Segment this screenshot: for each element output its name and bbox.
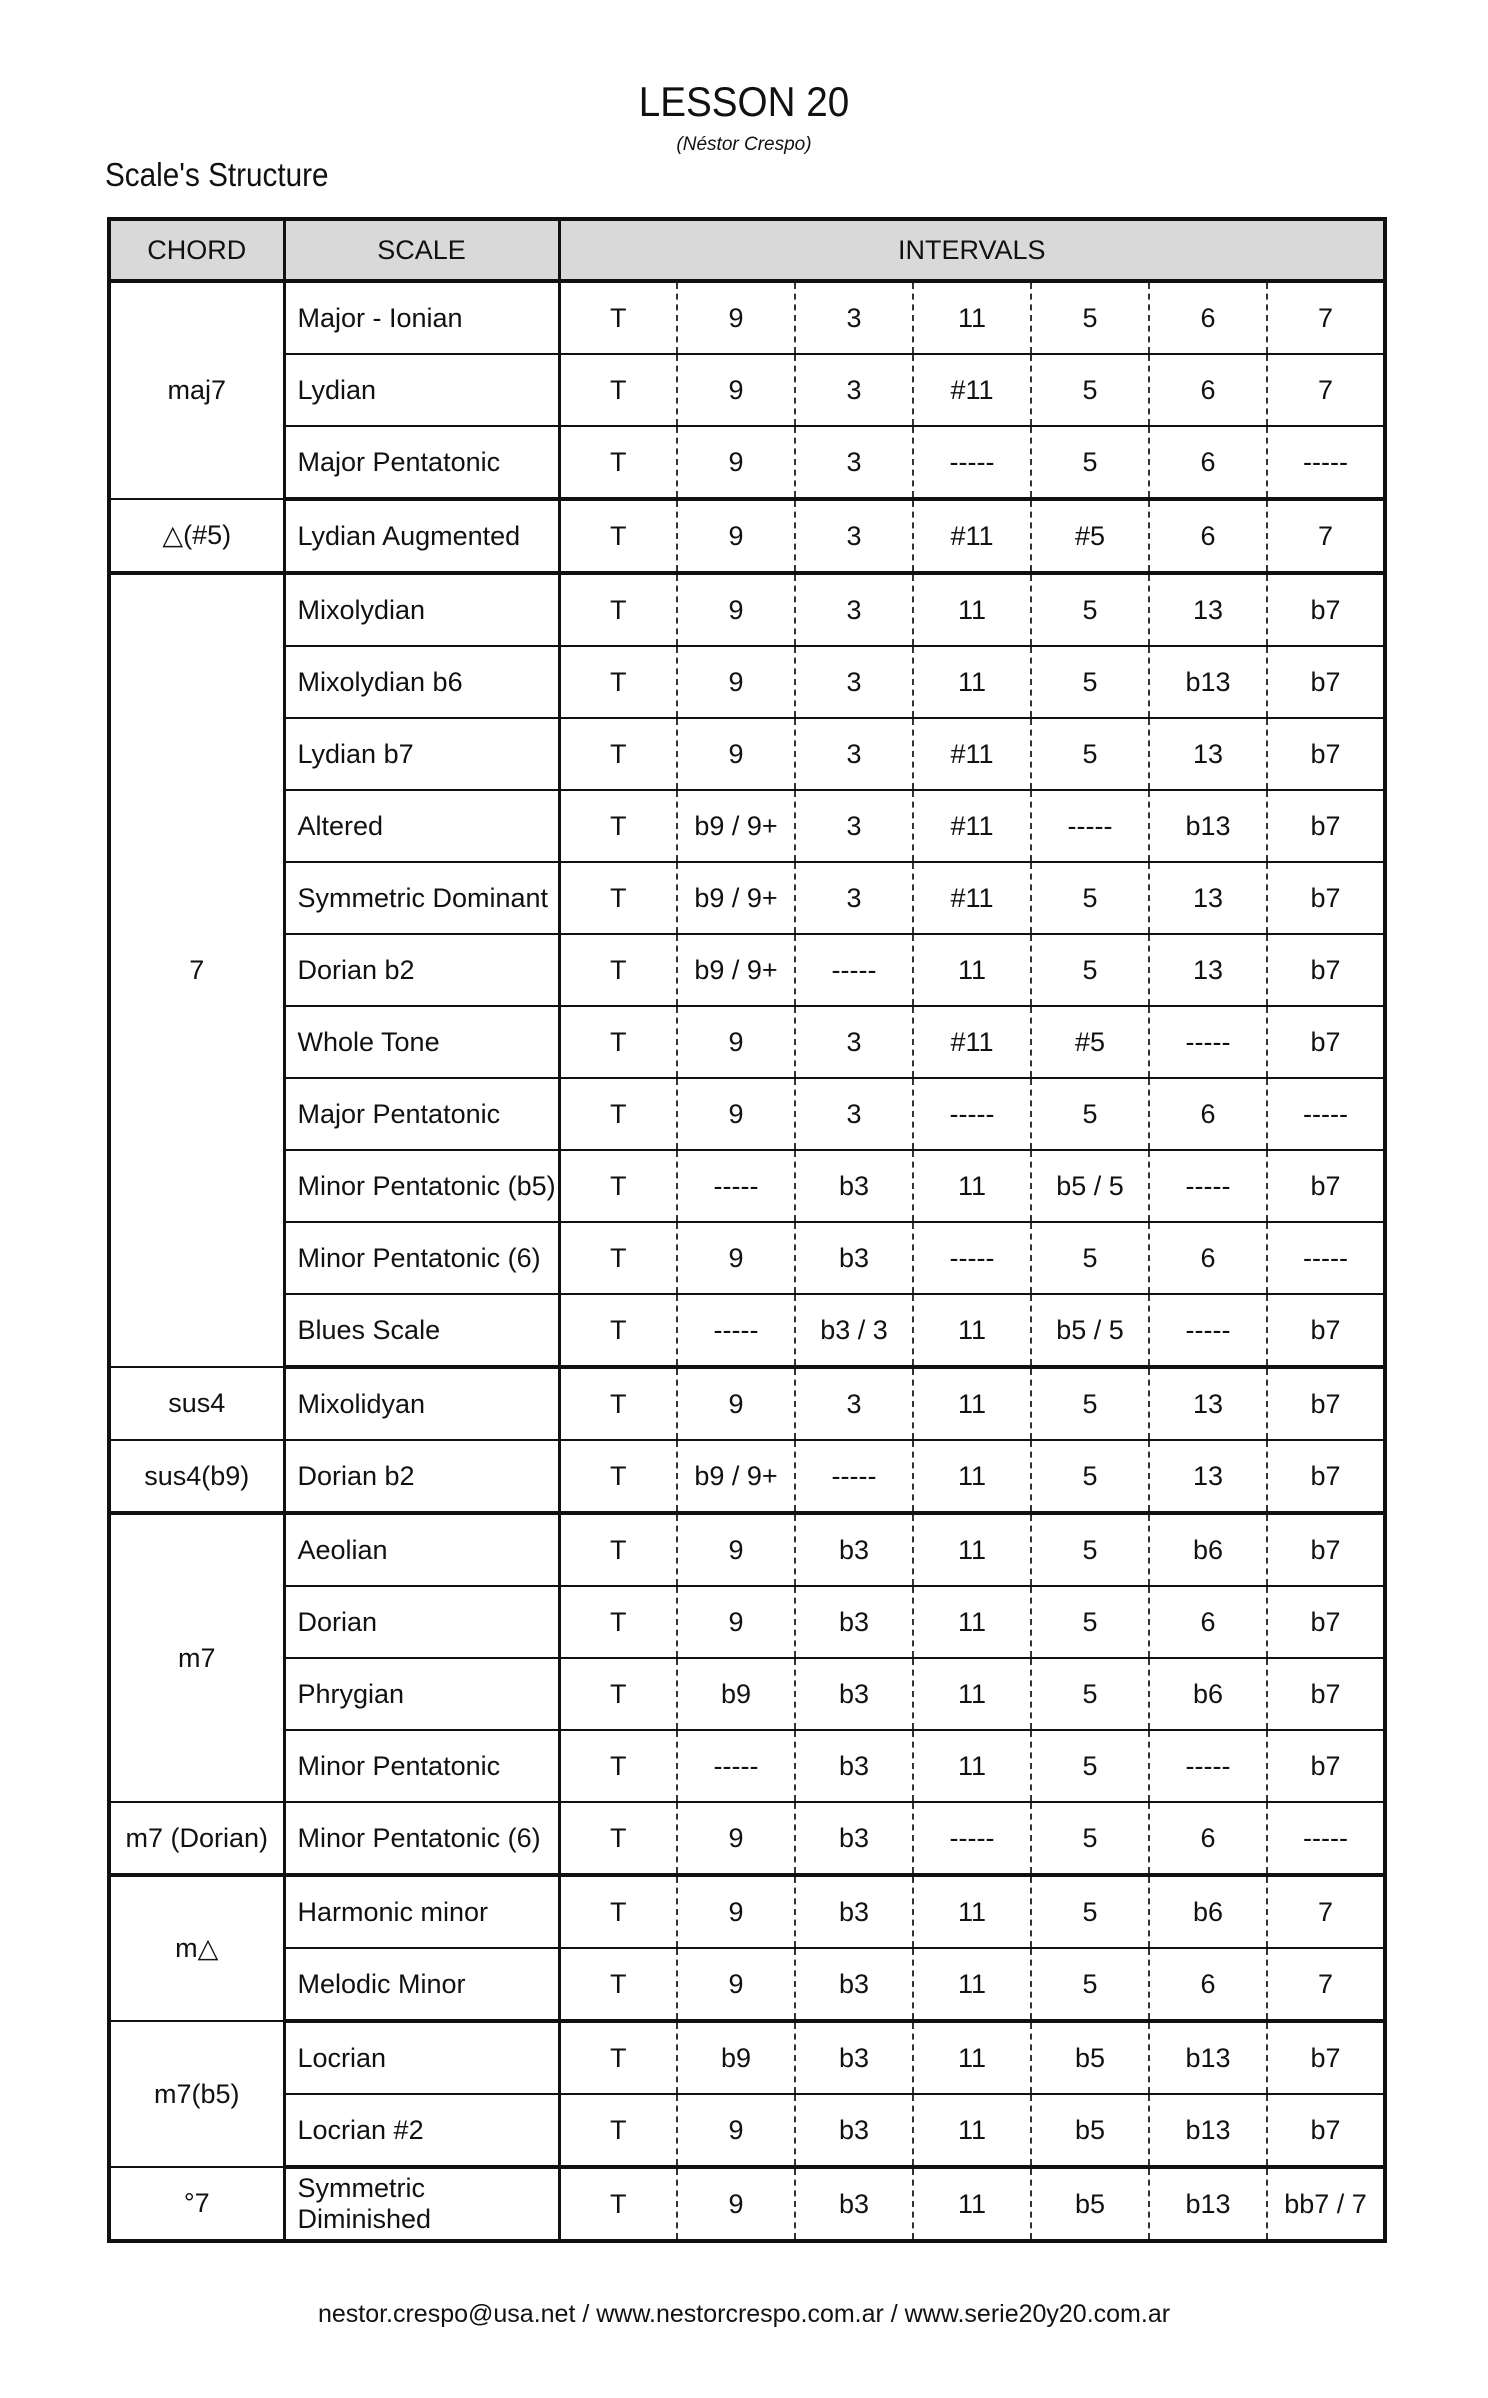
interval-cell: b5 (1031, 2167, 1149, 2241)
interval-cell: 5 (1031, 1948, 1149, 2021)
interval-cell: T (559, 426, 677, 499)
interval-cell: 13 (1149, 573, 1267, 646)
table-row (109, 862, 1385, 934)
interval-cell: 9 (677, 646, 795, 718)
table-row (109, 499, 1385, 573)
interval-cell: 9 (677, 281, 795, 354)
interval-cell: 5 (1031, 1222, 1149, 1294)
interval-cell: 6 (1149, 1078, 1267, 1150)
interval-cell: 11 (913, 1440, 1031, 1513)
interval-cell: b7 (1267, 1513, 1385, 1586)
interval-cell: 5 (1031, 1367, 1149, 1440)
interval-cell: ----- (677, 1730, 795, 1802)
chord-cell: 7 (109, 573, 284, 1367)
interval-cell: T (559, 718, 677, 790)
interval-cell: b5 (1031, 2021, 1149, 2094)
table-row (109, 1222, 1385, 1294)
interval-cell: b13 (1149, 2094, 1267, 2167)
interval-cell: T (559, 2094, 677, 2167)
interval-cell: 6 (1149, 354, 1267, 426)
interval-cell: 5 (1031, 573, 1149, 646)
interval-cell: b3 (795, 2094, 913, 2167)
interval-cell: ----- (1267, 1802, 1385, 1875)
table-body (109, 281, 1385, 2241)
interval-cell: ----- (677, 1294, 795, 1367)
interval-cell: b3 (795, 1658, 913, 1730)
column-header-chord: CHORD (109, 219, 284, 281)
interval-cell: 9 (677, 1875, 795, 1948)
interval-cell: 7 (1267, 281, 1385, 354)
interval-cell: T (559, 1150, 677, 1222)
chord-cell: maj7 (109, 281, 284, 499)
interval-cell: 5 (1031, 646, 1149, 718)
interval-cell: T (559, 1730, 677, 1802)
interval-cell: b3 (795, 1150, 913, 1222)
interval-cell: 9 (677, 1513, 795, 1586)
interval-cell: 9 (677, 1586, 795, 1658)
interval-cell: 3 (795, 1006, 913, 1078)
interval-cell: T (559, 862, 677, 934)
interval-cell: 3 (795, 281, 913, 354)
interval-cell: T (559, 1948, 677, 2021)
scale-name-cell: Major Pentatonic (284, 1078, 559, 1150)
interval-cell: b9 / 9+ (677, 862, 795, 934)
interval-cell: T (559, 2021, 677, 2094)
interval-cell: b7 (1267, 1586, 1385, 1658)
interval-cell: b3 / 3 (795, 1294, 913, 1367)
interval-cell: #11 (913, 718, 1031, 790)
interval-cell: 6 (1149, 1222, 1267, 1294)
chord-cell: m7 (Dorian) (109, 1802, 284, 1875)
table-row (109, 1948, 1385, 2021)
interval-cell: b7 (1267, 934, 1385, 1006)
table-row (109, 1513, 1385, 1586)
scale-name-cell: Locrian (284, 2021, 559, 2094)
table-row (109, 2021, 1385, 2094)
interval-cell: T (559, 934, 677, 1006)
interval-cell: 13 (1149, 1367, 1267, 1440)
interval-cell: 5 (1031, 1513, 1149, 1586)
interval-cell: 11 (913, 2167, 1031, 2241)
interval-cell: 9 (677, 2094, 795, 2167)
interval-cell: b9 / 9+ (677, 1440, 795, 1513)
interval-cell: ----- (1267, 1078, 1385, 1150)
interval-cell: b7 (1267, 862, 1385, 934)
chord-cell: △(#5) (109, 499, 284, 573)
interval-cell: 5 (1031, 1802, 1149, 1875)
chord-cell: m7 (109, 1513, 284, 1802)
table-row (109, 1150, 1385, 1222)
author-credit: (Néstor Crespo) (676, 134, 812, 155)
interval-cell: #5 (1031, 499, 1149, 573)
interval-cell: 9 (677, 354, 795, 426)
table-row (109, 573, 1385, 646)
interval-cell: b7 (1267, 1367, 1385, 1440)
interval-cell: ----- (913, 1078, 1031, 1150)
interval-cell: 3 (795, 426, 913, 499)
interval-cell: ----- (1149, 1730, 1267, 1802)
table-row (109, 1078, 1385, 1150)
interval-cell: 9 (677, 718, 795, 790)
interval-cell: 11 (913, 1730, 1031, 1802)
interval-cell: ----- (1031, 790, 1149, 862)
interval-cell: b9 / 9+ (677, 934, 795, 1006)
interval-cell: b3 (795, 1513, 913, 1586)
interval-cell: ----- (795, 1440, 913, 1513)
interval-cell: 5 (1031, 1875, 1149, 1948)
scale-structure-table (107, 217, 1387, 2243)
interval-cell: 5 (1031, 426, 1149, 499)
interval-cell: b5 / 5 (1031, 1294, 1149, 1367)
interval-cell: 11 (913, 1367, 1031, 1440)
interval-cell: 3 (795, 1078, 913, 1150)
scale-name-cell: Blues Scale (284, 1294, 559, 1367)
scale-name-cell: Dorian b2 (284, 1440, 559, 1513)
interval-cell: 7 (1267, 499, 1385, 573)
interval-cell: 5 (1031, 1730, 1149, 1802)
scale-name-cell: Locrian #2 (284, 2094, 559, 2167)
interval-cell: 9 (677, 2167, 795, 2241)
table-row (109, 1730, 1385, 1802)
scale-name-cell: Minor Pentatonic (284, 1730, 559, 1802)
scale-name-cell: Melodic Minor (284, 1948, 559, 2021)
table-row (109, 1658, 1385, 1730)
interval-cell: T (559, 646, 677, 718)
interval-cell: T (559, 790, 677, 862)
interval-cell: #5 (1031, 1006, 1149, 1078)
interval-cell: b7 (1267, 646, 1385, 718)
interval-cell: ----- (795, 934, 913, 1006)
scale-name-cell: Mixolydian b6 (284, 646, 559, 718)
table-row (109, 2167, 1385, 2241)
interval-cell: b13 (1149, 790, 1267, 862)
interval-cell: T (559, 1658, 677, 1730)
interval-cell: 11 (913, 646, 1031, 718)
interval-cell: #11 (913, 790, 1031, 862)
table-row (109, 1440, 1385, 1513)
interval-cell: b6 (1149, 1658, 1267, 1730)
interval-cell: bb7 / 7 (1267, 2167, 1385, 2241)
interval-cell: b13 (1149, 2021, 1267, 2094)
interval-cell: b5 (1031, 2094, 1149, 2167)
interval-cell: b7 (1267, 790, 1385, 862)
chord-cell: °7 (109, 2167, 284, 2241)
interval-cell: 6 (1149, 499, 1267, 573)
interval-cell: T (559, 1440, 677, 1513)
interval-cell: 11 (913, 573, 1031, 646)
scale-name-cell: Lydian Augmented (284, 499, 559, 573)
interval-cell: 7 (1267, 1875, 1385, 1948)
chord-cell: m7(b5) (109, 2021, 284, 2167)
interval-cell: b9 / 9+ (677, 790, 795, 862)
interval-cell: b3 (795, 1948, 913, 2021)
chord-cell: sus4 (109, 1367, 284, 1440)
interval-cell: b7 (1267, 1294, 1385, 1367)
interval-cell: b3 (795, 1802, 913, 1875)
interval-cell: 11 (913, 2021, 1031, 2094)
scale-name-cell: Minor Pentatonic (6) (284, 1222, 559, 1294)
interval-cell: ----- (913, 426, 1031, 499)
interval-cell: ----- (1149, 1150, 1267, 1222)
interval-cell: ----- (1267, 426, 1385, 499)
interval-cell: b7 (1267, 573, 1385, 646)
scale-name-cell: Major - Ionian (284, 281, 559, 354)
interval-cell: 11 (913, 1875, 1031, 1948)
table-row (109, 1802, 1385, 1875)
interval-cell: 3 (795, 718, 913, 790)
interval-cell: T (559, 1586, 677, 1658)
interval-cell: 3 (795, 499, 913, 573)
interval-cell: 9 (677, 1222, 795, 1294)
scale-name-cell: Major Pentatonic (284, 426, 559, 499)
interval-cell: #11 (913, 1006, 1031, 1078)
interval-cell: b3 (795, 1222, 913, 1294)
page-title: LESSON 20 (638, 78, 850, 125)
chord-cell: m△ (109, 1875, 284, 2021)
interval-cell: T (559, 573, 677, 646)
interval-cell: b9 (677, 2021, 795, 2094)
table-row (109, 790, 1385, 862)
interval-cell: 11 (913, 1948, 1031, 2021)
table-row (109, 281, 1385, 354)
interval-cell: b7 (1267, 1150, 1385, 1222)
scale-name-cell: Dorian (284, 1586, 559, 1658)
interval-cell: T (559, 2167, 677, 2241)
interval-cell: #11 (913, 499, 1031, 573)
interval-cell: 3 (795, 862, 913, 934)
table-row (109, 1367, 1385, 1440)
interval-cell: b7 (1267, 2021, 1385, 2094)
interval-cell: b3 (795, 2167, 913, 2241)
table-header-row (109, 219, 1385, 281)
interval-cell: T (559, 1802, 677, 1875)
scale-name-cell: Altered (284, 790, 559, 862)
interval-cell: 11 (913, 1513, 1031, 1586)
interval-cell: T (559, 1367, 677, 1440)
interval-cell: 11 (913, 1586, 1031, 1658)
interval-cell: 5 (1031, 1586, 1149, 1658)
interval-cell: 5 (1031, 1440, 1149, 1513)
interval-cell: 6 (1149, 1586, 1267, 1658)
scale-name-cell: Lydian b7 (284, 718, 559, 790)
interval-cell: 13 (1149, 1440, 1267, 1513)
interval-cell: 3 (795, 1367, 913, 1440)
interval-cell: 9 (677, 1006, 795, 1078)
interval-cell: #11 (913, 862, 1031, 934)
interval-cell: b3 (795, 1586, 913, 1658)
interval-cell: 3 (795, 573, 913, 646)
interval-cell: 5 (1031, 1658, 1149, 1730)
interval-cell: T (559, 1875, 677, 1948)
table-row (109, 354, 1385, 426)
interval-cell: b3 (795, 1875, 913, 1948)
interval-cell: b7 (1267, 1730, 1385, 1802)
interval-cell: b5 / 5 (1031, 1150, 1149, 1222)
interval-cell: 6 (1149, 1802, 1267, 1875)
interval-cell: 3 (795, 790, 913, 862)
chord-cell: sus4(b9) (109, 1440, 284, 1513)
interval-cell: 5 (1031, 1078, 1149, 1150)
table-row (109, 646, 1385, 718)
scale-name-cell: Aeolian (284, 1513, 559, 1586)
interval-cell: b13 (1149, 2167, 1267, 2241)
interval-cell: 5 (1031, 862, 1149, 934)
interval-cell: 11 (913, 1150, 1031, 1222)
scale-name-cell: Harmonic minor (284, 1875, 559, 1948)
interval-cell: T (559, 281, 677, 354)
interval-cell: ----- (1149, 1006, 1267, 1078)
scale-name-cell: Symmetric Diminished (284, 2167, 559, 2241)
interval-cell: b7 (1267, 1658, 1385, 1730)
interval-cell: ----- (913, 1802, 1031, 1875)
section-subtitle: Scale's Structure (105, 156, 329, 193)
interval-cell: 6 (1149, 426, 1267, 499)
interval-cell: b13 (1149, 646, 1267, 718)
scale-name-cell: Mixolidyan (284, 1367, 559, 1440)
interval-cell: 13 (1149, 862, 1267, 934)
scale-name-cell: Minor Pentatonic (b5) (284, 1150, 559, 1222)
interval-cell: ----- (1267, 1222, 1385, 1294)
column-header-intervals: INTERVALS (559, 219, 1385, 281)
table-row (109, 1586, 1385, 1658)
interval-cell: T (559, 1006, 677, 1078)
table-row (109, 1006, 1385, 1078)
interval-cell: 11 (913, 1294, 1031, 1367)
table-row (109, 426, 1385, 499)
interval-cell: 3 (795, 354, 913, 426)
interval-cell: b3 (795, 2021, 913, 2094)
interval-cell: T (559, 1078, 677, 1150)
interval-cell: 9 (677, 1948, 795, 2021)
interval-cell: T (559, 354, 677, 426)
interval-cell: T (559, 1294, 677, 1367)
scale-name-cell: Dorian b2 (284, 934, 559, 1006)
interval-cell: 11 (913, 281, 1031, 354)
interval-cell: b7 (1267, 1440, 1385, 1513)
interval-cell: b7 (1267, 2094, 1385, 2167)
scale-name-cell: Minor Pentatonic (6) (284, 1802, 559, 1875)
scale-name-cell: Mixolydian (284, 573, 559, 646)
interval-cell: ----- (1149, 1294, 1267, 1367)
interval-cell: T (559, 1222, 677, 1294)
interval-cell: 11 (913, 1658, 1031, 1730)
column-header-scale: SCALE (284, 219, 559, 281)
footer-contact: nestor.crespo@usa.net / www.nestorcrespo.com.ar / www.serie20y20.com.ar (317, 2300, 1171, 2328)
interval-cell: 5 (1031, 354, 1149, 426)
interval-cell: #11 (913, 354, 1031, 426)
interval-cell: T (559, 1513, 677, 1586)
table-row (109, 1875, 1385, 1948)
interval-cell: 9 (677, 499, 795, 573)
scale-name-cell: Whole Tone (284, 1006, 559, 1078)
interval-cell: 9 (677, 1367, 795, 1440)
interval-cell: 9 (677, 1802, 795, 1875)
table-row (109, 718, 1385, 790)
scale-name-cell: Symmetric Dominant (284, 862, 559, 934)
interval-cell: 7 (1267, 1948, 1385, 2021)
interval-cell: b7 (1267, 718, 1385, 790)
interval-cell: b3 (795, 1730, 913, 1802)
interval-cell: 3 (795, 646, 913, 718)
interval-cell: ----- (913, 1222, 1031, 1294)
interval-cell: 11 (913, 934, 1031, 1006)
interval-cell: T (559, 499, 677, 573)
interval-cell: b6 (1149, 1875, 1267, 1948)
interval-cell: 13 (1149, 934, 1267, 1006)
table-row (109, 934, 1385, 1006)
interval-cell: b9 (677, 1658, 795, 1730)
table-row (109, 2094, 1385, 2167)
interval-cell: 6 (1149, 281, 1267, 354)
interval-cell: 9 (677, 426, 795, 499)
interval-cell: 5 (1031, 281, 1149, 354)
table-row (109, 1294, 1385, 1367)
interval-cell: b7 (1267, 1006, 1385, 1078)
scale-name-cell: Phrygian (284, 1658, 559, 1730)
interval-cell: 7 (1267, 354, 1385, 426)
interval-cell: 11 (913, 2094, 1031, 2167)
scale-name-cell: Lydian (284, 354, 559, 426)
interval-cell: 9 (677, 573, 795, 646)
interval-cell: 5 (1031, 934, 1149, 1006)
interval-cell: 9 (677, 1078, 795, 1150)
interval-cell: 5 (1031, 718, 1149, 790)
interval-cell: b6 (1149, 1513, 1267, 1586)
interval-cell: 13 (1149, 718, 1267, 790)
interval-cell: 6 (1149, 1948, 1267, 2021)
interval-cell: ----- (677, 1150, 795, 1222)
